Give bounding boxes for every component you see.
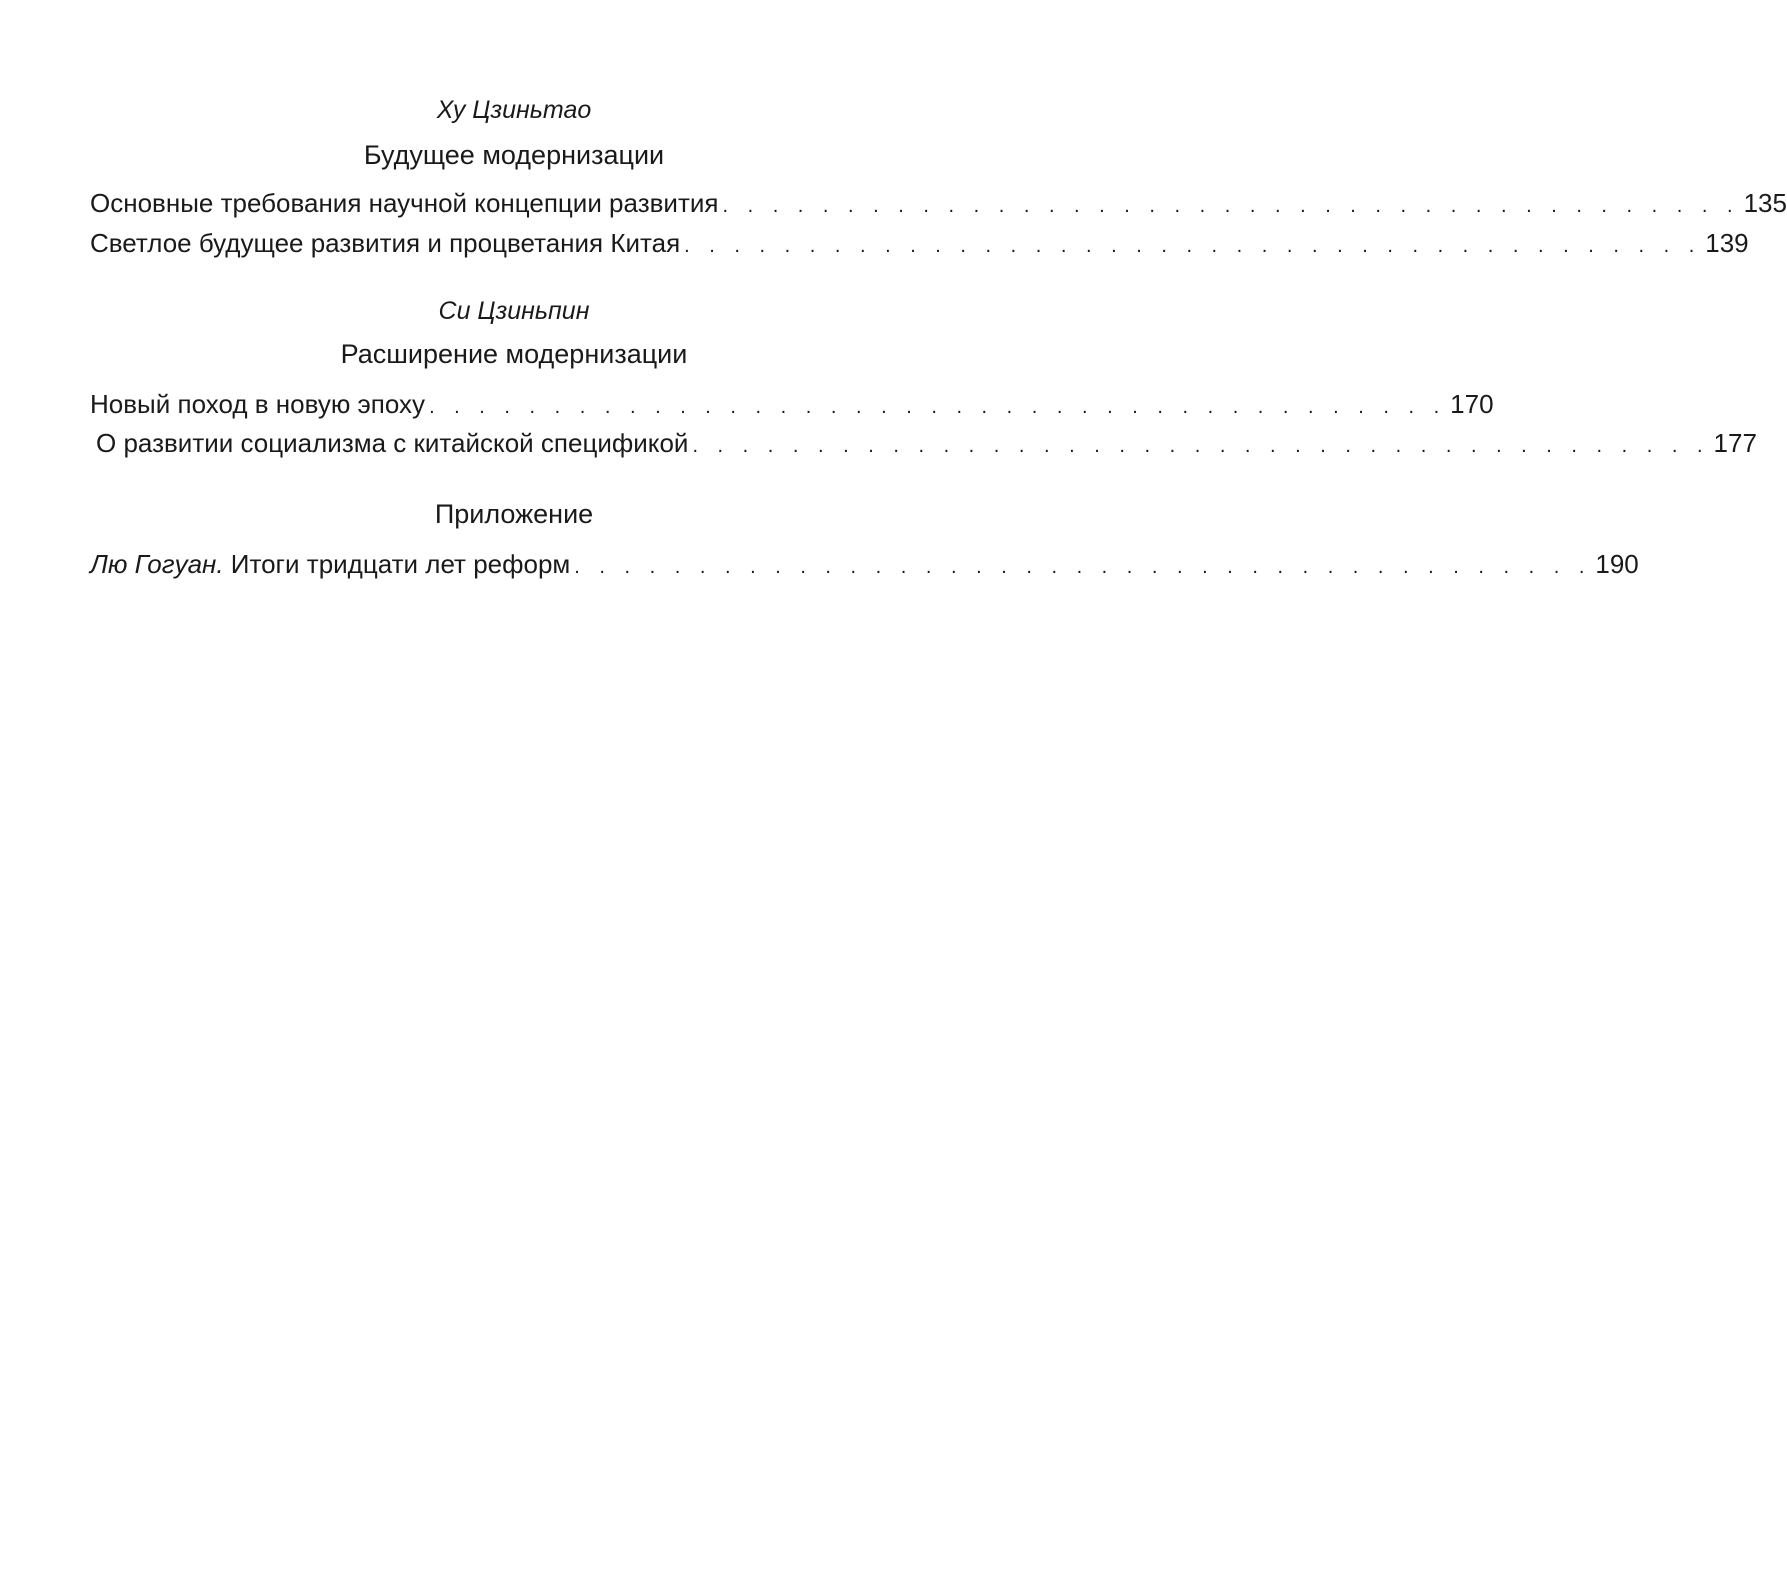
- toc-leader-dots: . . . . . . . . . . . . . . . . . . . . . . . . . . . . . . . . . . . . . . . . .: [429, 396, 1447, 418]
- toc-entry-title: О развитии социализма с китайской спецификой: [96, 428, 689, 458]
- toc-entry[interactable]: [90, 227, 1749, 262]
- toc-leader-dots: . . . . . . . . . . . . . . . . . . . . . . . . . . . . . . . . . . . . . . . . .: [684, 235, 1702, 257]
- toc-entry-page: 177: [1713, 428, 1757, 458]
- section-heading: Будущее модернизации: [363, 140, 665, 170]
- toc-entry-title: [90, 548, 570, 580]
- toc-entry-page: 135: [1743, 188, 1787, 218]
- toc-leader-dots: . . . . . . . . . . . . . . . . . . . . . . . . . . . . . . . . . . . . . . . . .: [574, 556, 1592, 578]
- toc-entry-page: 139: [1705, 228, 1749, 258]
- toc-entry-title: Светлое будущее развития и процветания Китая: [90, 228, 681, 258]
- toc-entry[interactable]: [96, 427, 1757, 462]
- toc-entry[interactable]: [90, 187, 1787, 222]
- toc-entry-page: 190: [1595, 549, 1639, 579]
- appendix-heading: Приложение: [434, 499, 594, 529]
- section-heading: Расширение модернизации: [340, 339, 688, 369]
- toc-leader-dots: . . . . . . . . . . . . . . . . . . . . . . . . . . . . . . . . . . . . . . . . .: [722, 195, 1740, 217]
- toc-entry-title-text: Итоги тридцати лет реформ: [230, 549, 571, 579]
- toc-entry-page: 170: [1450, 389, 1494, 419]
- section-author: Ху Цзиньтао: [436, 96, 592, 124]
- toc-entry[interactable]: [90, 548, 1639, 583]
- toc-entry-title: Основные требования научной концепции развития: [90, 188, 719, 218]
- toc-entry-title: Новый поход в новую эпоху: [90, 389, 426, 419]
- toc-entry-author: Лю Гогуан.: [90, 549, 224, 579]
- toc-entry[interactable]: [90, 388, 1494, 423]
- toc-leader-dots: . . . . . . . . . . . . . . . . . . . . . . . . . . . . . . . . . . . . . . . . .: [692, 435, 1710, 457]
- section-author: Си Цзиньпин: [438, 297, 590, 325]
